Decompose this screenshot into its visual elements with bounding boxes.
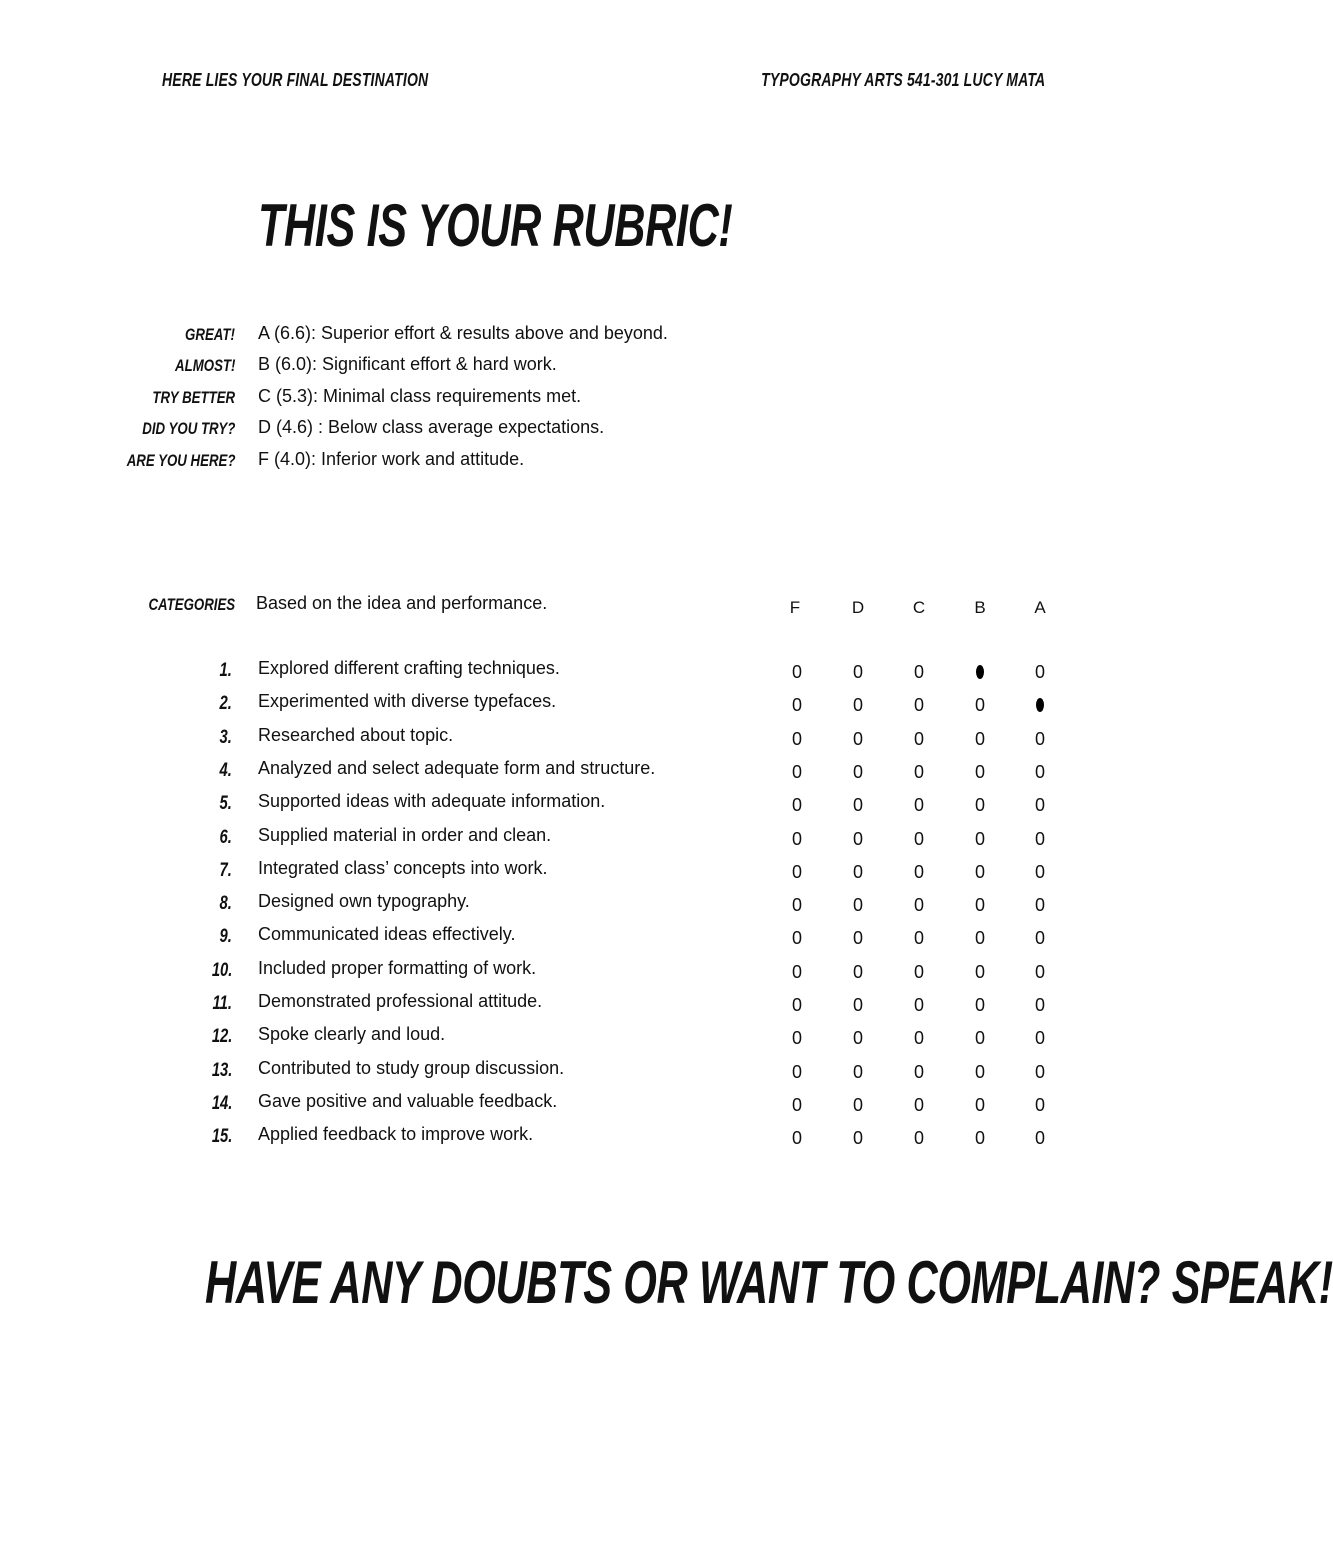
- grade-mark[interactable]: 0: [974, 1061, 985, 1082]
- row-number: 4.: [219, 759, 232, 781]
- row-label: Gave positive and valuable feedback.: [258, 1090, 558, 1111]
- grade-mark[interactable]: 0: [913, 895, 924, 916]
- column-header-f: F: [789, 598, 801, 617]
- categories-tag: CATEGORIES: [148, 595, 235, 614]
- row-label: Included proper formatting of work.: [258, 957, 537, 978]
- row-number: 10.: [211, 959, 232, 981]
- grade-mark[interactable]: 0: [974, 761, 985, 782]
- grade-mark[interactable]: 0: [913, 662, 924, 682]
- grade-mark[interactable]: 0: [974, 895, 985, 916]
- row-number: 1.: [219, 660, 232, 681]
- row-number: 12.: [211, 1026, 232, 1048]
- grade-mark[interactable]: 0: [913, 1094, 924, 1115]
- grade-mark[interactable]: 0: [852, 995, 863, 1015]
- grade-mark[interactable]: 0: [791, 1128, 802, 1149]
- grade-mark[interactable]: 0: [791, 795, 802, 816]
- grade-mark[interactable]: 0: [852, 728, 863, 749]
- grade-row-b: [0, 351, 1200, 381]
- grade-mark[interactable]: 0: [1034, 1028, 1045, 1049]
- column-header-d: D: [851, 598, 865, 617]
- grade-mark[interactable]: 0: [913, 728, 924, 749]
- table-row: [0, 991, 1200, 1021]
- grade-mark[interactable]: 0: [852, 1028, 863, 1049]
- grade-tag: ALMOST!: [174, 356, 235, 375]
- grade-mark[interactable]: 0: [791, 761, 802, 782]
- grade-mark[interactable]: 0: [913, 795, 924, 816]
- table-row: [0, 891, 1200, 921]
- table-row: [0, 725, 1200, 755]
- grade-tag: DID YOU TRY?: [141, 419, 235, 438]
- grade-mark[interactable]: 0: [1034, 995, 1045, 1015]
- grade-mark[interactable]: 0: [1034, 861, 1045, 882]
- row-label: Analyzed and select adequate form and structure.: [258, 757, 656, 778]
- row-label: Demonstrated professional attitude.: [258, 991, 543, 1011]
- grade-mark[interactable]: 0: [791, 1028, 802, 1049]
- row-number: 2.: [219, 693, 232, 715]
- grade-mark[interactable]: 0: [791, 695, 802, 716]
- grade-mark[interactable]: 0: [852, 695, 863, 716]
- grade-description: D (4.6) : Below class average expectations.: [258, 417, 605, 437]
- grade-mark[interactable]: 0: [974, 1128, 985, 1149]
- row-number: 9.: [219, 926, 232, 948]
- grade-mark[interactable]: 0: [913, 1128, 924, 1149]
- column-header-a: A: [1034, 598, 1046, 617]
- row-label: Spoke clearly and loud.: [258, 1024, 446, 1045]
- column-header-b: B: [974, 598, 986, 617]
- grade-mark[interactable]: 0: [974, 795, 985, 816]
- row-number: 7.: [219, 859, 232, 881]
- grade-mark[interactable]: 0: [974, 961, 985, 982]
- grade-tag: TRY BETTER: [152, 388, 235, 407]
- grade-tag: GREAT!: [185, 325, 235, 344]
- selected-mark[interactable]: [965, 662, 995, 683]
- grade-mark[interactable]: 0: [974, 1028, 985, 1049]
- grade-mark[interactable]: 0: [1034, 662, 1045, 682]
- grade-mark[interactable]: 0: [974, 1094, 985, 1115]
- grade-mark[interactable]: 0: [913, 995, 924, 1015]
- row-number: 11.: [212, 993, 232, 1014]
- grade-mark[interactable]: 0: [791, 995, 802, 1015]
- table-row: [0, 1124, 1200, 1154]
- grade-mark[interactable]: 0: [1034, 1094, 1045, 1115]
- grade-mark[interactable]: 0: [913, 1028, 924, 1049]
- selected-mark[interactable]: [1025, 695, 1055, 716]
- grade-mark[interactable]: 0: [791, 728, 802, 749]
- row-number: 13.: [211, 1059, 232, 1081]
- grade-mark[interactable]: 0: [852, 1128, 863, 1149]
- grade-row-f: [0, 446, 1200, 476]
- table-row: [0, 1058, 1200, 1088]
- row-number: 15.: [211, 1126, 232, 1148]
- grade-mark[interactable]: 0: [913, 861, 924, 882]
- table-row: [0, 791, 1200, 821]
- grade-mark[interactable]: 0: [1034, 928, 1045, 949]
- column-header-c: C: [912, 598, 926, 617]
- table-row: [0, 958, 1200, 988]
- grade-mark[interactable]: 0: [913, 1061, 924, 1082]
- row-number: 3.: [219, 726, 232, 748]
- grade-mark[interactable]: 0: [791, 1094, 802, 1115]
- grade-mark[interactable]: 0: [913, 828, 924, 849]
- grade-mark[interactable]: 0: [913, 928, 924, 949]
- grade-mark[interactable]: 0: [974, 728, 985, 749]
- row-label: Integrated class’ concepts into work.: [258, 857, 548, 878]
- grade-mark[interactable]: 0: [852, 828, 863, 849]
- row-number: 8.: [219, 893, 232, 915]
- table-row: [0, 758, 1200, 788]
- grade-mark[interactable]: 0: [1034, 828, 1045, 849]
- grade-mark[interactable]: 0: [1034, 1128, 1045, 1149]
- grade-mark[interactable]: 0: [913, 761, 924, 782]
- grade-mark[interactable]: 0: [791, 828, 802, 849]
- grade-mark[interactable]: 0: [852, 1094, 863, 1115]
- categories-subtitle: Based on the idea and performance.: [256, 593, 548, 613]
- grade-mark[interactable]: 0: [1034, 795, 1045, 816]
- table-row: [0, 658, 1200, 688]
- grade-description: F (4.0): Inferior work and attitude.: [258, 449, 525, 469]
- row-label: Contributed to study group discussion.: [258, 1057, 565, 1078]
- grade-tag: ARE YOU HERE?: [126, 451, 235, 470]
- row-label: Explored different crafting techniques.: [258, 658, 560, 678]
- filled-dot-icon: [976, 665, 984, 679]
- grade-row-a: [0, 320, 1200, 350]
- grade-mark[interactable]: 0: [852, 895, 863, 916]
- header-left: HERE LIES YOUR FINAL DESTINATION: [162, 70, 429, 90]
- grade-mark[interactable]: 0: [852, 662, 863, 682]
- table-row: [0, 1024, 1200, 1054]
- grade-mark[interactable]: 0: [974, 861, 985, 882]
- grade-mark[interactable]: 0: [1034, 728, 1045, 749]
- table-row: [0, 924, 1200, 954]
- grade-mark[interactable]: 0: [852, 861, 863, 882]
- grade-mark[interactable]: 0: [1034, 1061, 1045, 1082]
- row-label: Communicated ideas effectively.: [258, 924, 516, 945]
- grade-description: B (6.0): Significant effort & hard work.: [258, 354, 557, 374]
- header-right: TYPOGRAPHY ARTS 541-301 LUCY MATA: [760, 70, 1045, 90]
- row-label: Designed own typography.: [258, 891, 470, 912]
- grade-mark[interactable]: 0: [791, 961, 802, 982]
- grade-mark[interactable]: 0: [791, 662, 802, 682]
- grade-mark[interactable]: 0: [974, 695, 985, 716]
- filled-dot-icon: [1036, 698, 1044, 712]
- grade-mark[interactable]: 0: [1034, 895, 1045, 916]
- row-number: 5.: [219, 793, 232, 815]
- grade-mark[interactable]: 0: [974, 995, 985, 1015]
- row-number: 6.: [219, 826, 232, 848]
- grade-mark[interactable]: 0: [852, 928, 863, 949]
- grade-description: A (6.6): Superior effort & results above and beyond.: [258, 323, 668, 343]
- grade-mark[interactable]: 0: [852, 795, 863, 816]
- grade-row-d: [0, 414, 1200, 444]
- page-title: THIS IS YOUR RUBRIC!: [258, 192, 733, 259]
- footer-callout: HAVE ANY DOUBTS OR WANT TO COMPLAIN? SPEAK!: [205, 1249, 1333, 1316]
- grade-mark[interactable]: 0: [852, 961, 863, 982]
- grade-mark[interactable]: 0: [852, 761, 863, 782]
- grade-mark[interactable]: 0: [852, 1061, 863, 1082]
- row-number: 14.: [211, 1092, 232, 1114]
- grade-mark[interactable]: 0: [1034, 761, 1045, 782]
- grade-mark[interactable]: 0: [913, 961, 924, 982]
- grade-mark[interactable]: 0: [974, 828, 985, 849]
- grade-mark[interactable]: 0: [791, 928, 802, 949]
- grade-mark[interactable]: 0: [974, 928, 985, 949]
- grade-mark[interactable]: 0: [1034, 961, 1045, 982]
- table-row: [0, 691, 1200, 721]
- grade-mark[interactable]: 0: [791, 895, 802, 916]
- table-row: [0, 858, 1200, 888]
- row-label: Experimented with diverse typefaces.: [258, 691, 557, 712]
- row-label: Supplied material in order and clean.: [258, 824, 552, 845]
- row-label: Supported ideas with adequate information.: [258, 791, 606, 812]
- grade-description: C (5.3): Minimal class requirements met.: [258, 386, 582, 406]
- grade-mark[interactable]: 0: [791, 861, 802, 882]
- categories-header: [0, 590, 1200, 620]
- grade-mark[interactable]: 0: [791, 1061, 802, 1082]
- grade-mark[interactable]: 0: [913, 695, 924, 716]
- table-row: [0, 1091, 1200, 1121]
- grade-row-c: [0, 383, 1200, 413]
- row-label: Researched about topic.: [258, 724, 454, 745]
- row-label: Applied feedback to improve work.: [258, 1124, 534, 1145]
- table-row: [0, 825, 1200, 855]
